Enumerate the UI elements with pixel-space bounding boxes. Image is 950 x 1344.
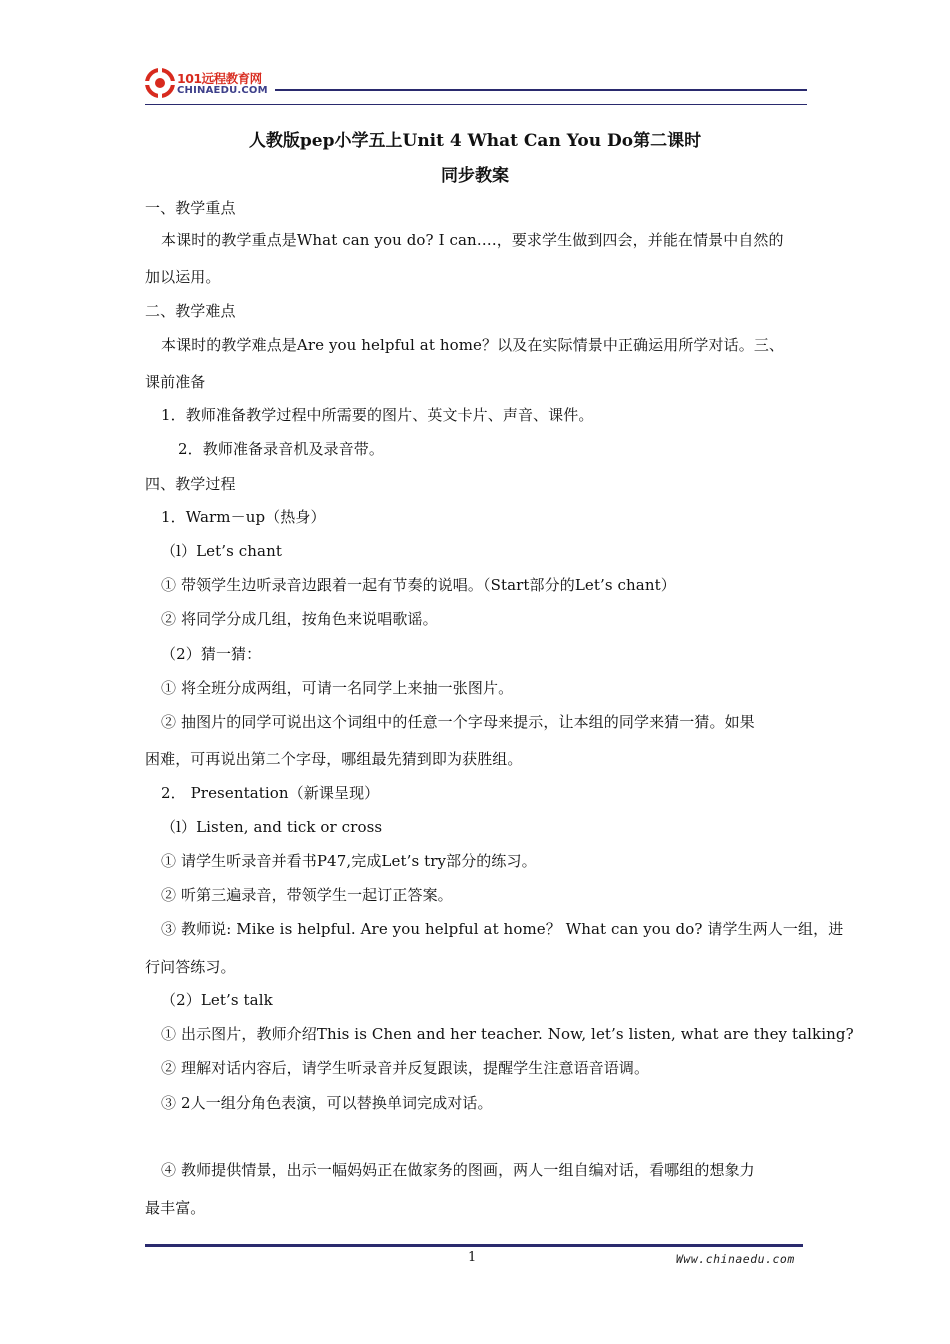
text-line: 行问答练习。 — [145, 958, 236, 976]
list-item: 2．教师准备录音机及录音带。 — [178, 440, 384, 458]
text-line: 困难，可再说出第二个字母，哪组最先猜到即为获胜组。 — [145, 750, 523, 768]
logo-text-cn: 101远程教育网 — [177, 71, 262, 86]
document-subtitle: 同步教案 — [441, 166, 509, 186]
list-item: ② 抽图片的同学可说出这个词组中的任意一个字母来提示，让本组的同学来猜一猜。如果 — [161, 713, 755, 731]
list-item: 1．教师准备教学过程中所需要的图片、英文卡片、声音、课件。 — [161, 406, 594, 424]
subsection-heading: 2． Presentation（新课呈现） — [161, 784, 380, 802]
section-heading-process: 四、教学过程 — [145, 475, 236, 493]
list-item: ① 出示图片，教师介绍This is Chen and her teacher. Now, let’s listen, what are they talking? — [161, 1025, 854, 1043]
list-item: （l）Let’s chant — [161, 542, 282, 560]
text-line: 本课时的教学重点是What can you do? I can….，要求学生做到四会，并能在情景中自然的 — [161, 231, 784, 249]
list-item: ② 听第三遍录音，带领学生一起订正答案。 — [161, 886, 453, 904]
chinaedu-logo-icon — [145, 68, 175, 98]
text-line: 加以运用。 — [145, 268, 221, 286]
list-item: （l）Listen, and tick or cross — [161, 818, 383, 836]
list-item: ③ 教师说: Mike is helpful. Are you helpful at home？ What can you do? 请学生两人一组，进 — [161, 920, 844, 938]
section-heading-key-points: 一、教学重点 — [145, 199, 236, 217]
list-item: ④ 教师提供情景，出示一幅妈妈正在做家务的图画，两人一组自编对话，看哪组的想象力 — [161, 1161, 755, 1179]
header-rule-thin — [145, 104, 807, 105]
list-item: ③ 2人一组分角色表演，可以替换单词完成对话。 — [161, 1094, 493, 1112]
list-item: ② 理解对话内容后，请学生听录音并反复跟读，提醒学生注意语音语调。 — [161, 1059, 650, 1077]
section-heading-difficulties: 二、教学难点 — [145, 302, 236, 320]
header-rule — [275, 89, 807, 91]
logo-text-en: CHINAEDU.COM — [177, 85, 268, 96]
list-item: （2）Let’s talk — [161, 991, 273, 1009]
text-line: 最丰富。 — [145, 1199, 206, 1217]
document-title: 人教版pep小学五上Unit 4 What Can You Do第二课时 — [248, 131, 702, 151]
list-item: ① 将全班分成两组，可请一名同学上来抽一张图片。 — [161, 679, 514, 697]
text-line: 本课时的教学难点是Are you helpful at home？以及在实际情景中正确运用所学对话。三、 — [161, 336, 785, 354]
text-line: 课前准备 — [145, 373, 206, 391]
page-number: 1 — [468, 1250, 477, 1265]
list-item: ① 带领学生边听录音边跟着一起有节奏的说唱。（Start部分的Let’s chant） — [161, 576, 676, 594]
footer-rule — [145, 1244, 803, 1247]
list-item: （2）猜一猜： — [161, 645, 262, 663]
list-item: ② 将同学分成几组，按角色来说唱歌谣。 — [161, 610, 438, 628]
footer-url: Www.chinaedu.com — [676, 1252, 795, 1266]
page-header — [145, 66, 807, 108]
list-item: ① 请学生听录音并看书P47,完成Let’s try部分的练习。 — [161, 852, 537, 870]
subsection-heading: 1．Warm－up（热身） — [161, 508, 326, 526]
